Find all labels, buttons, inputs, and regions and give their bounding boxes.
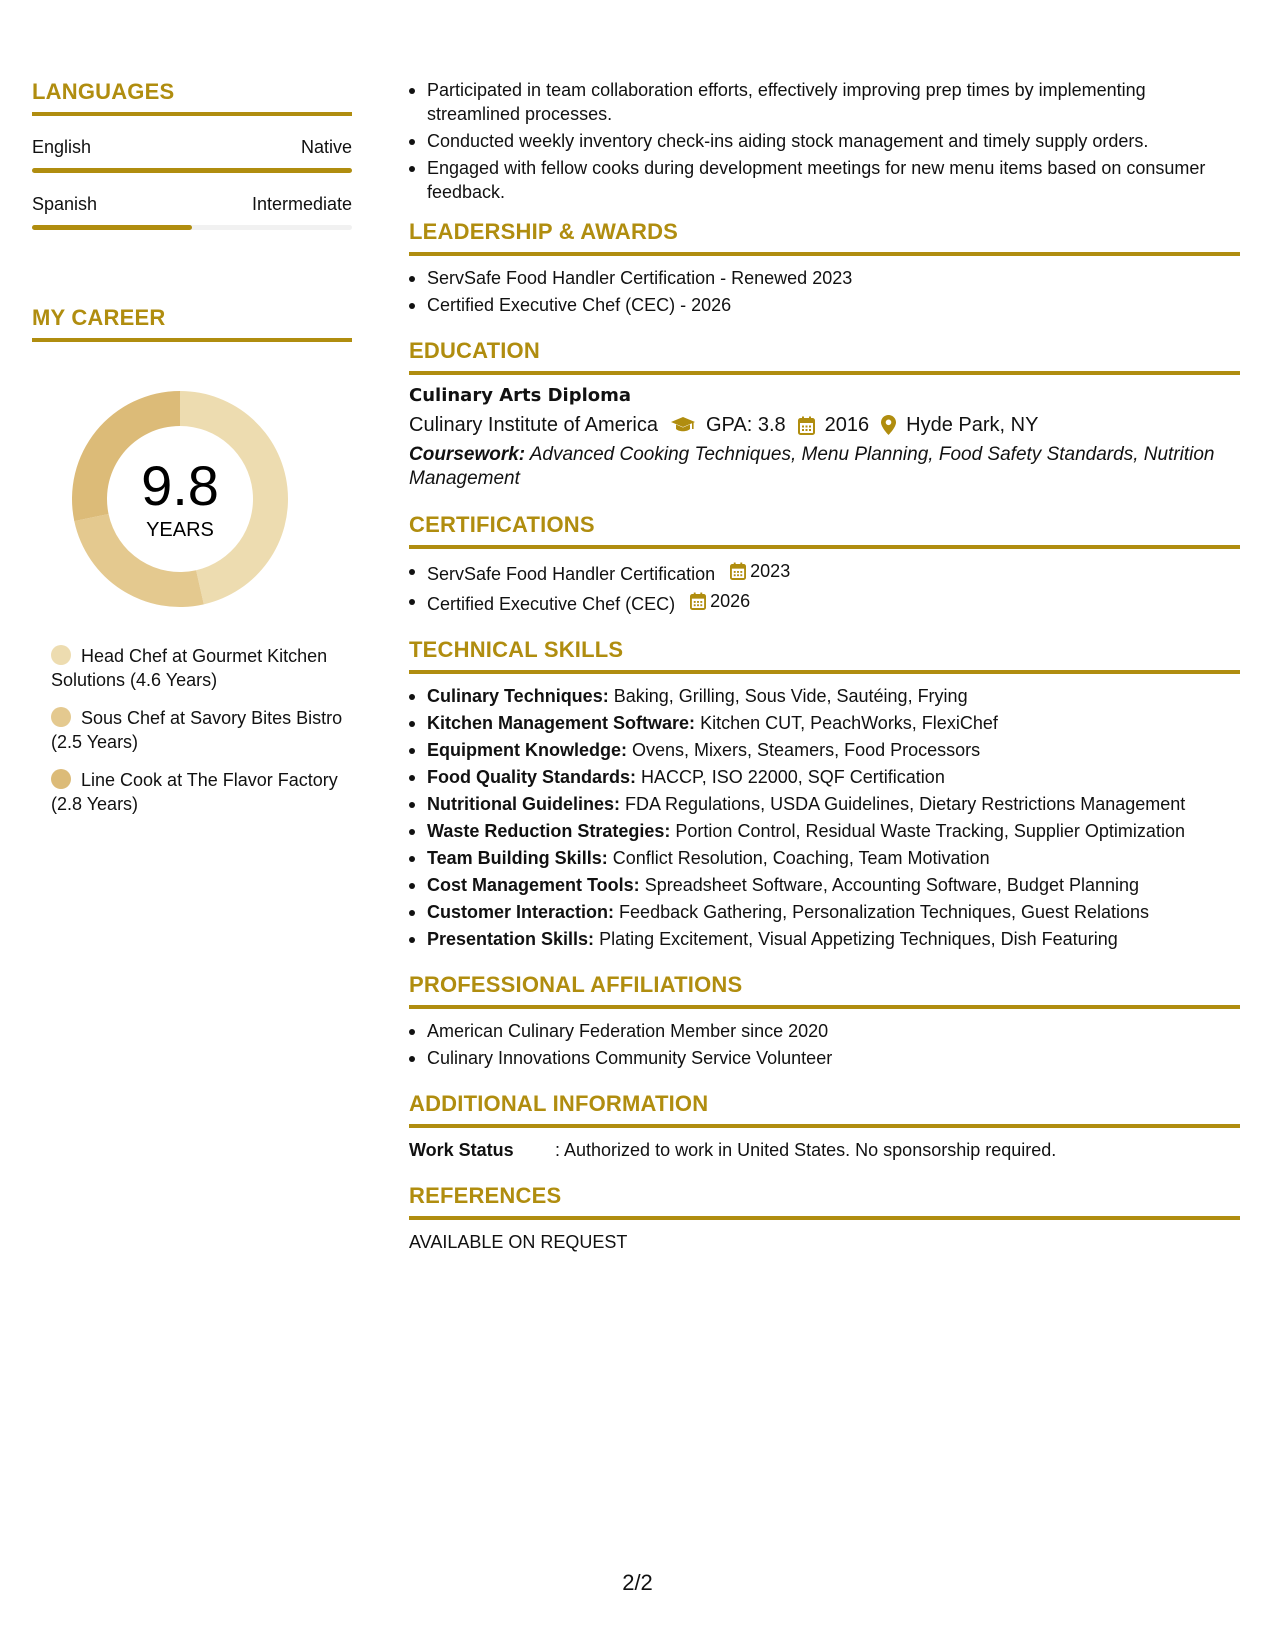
language-level-bar — [32, 168, 352, 173]
references-title: REFERENCES — [409, 1183, 562, 1208]
skill-label: Culinary Techniques: — [427, 686, 609, 706]
certification-item — [409, 589, 1240, 616]
certifications-section — [409, 511, 1240, 616]
career-title: MY CAREER — [32, 305, 166, 330]
calendar-icon — [730, 562, 746, 580]
skill-value: Baking, Grilling, Sous Vide, Sautéing, Frying — [613, 686, 968, 706]
graduation-year: 2016 — [824, 414, 870, 436]
calendar-icon — [690, 592, 706, 610]
certification-item — [409, 559, 1240, 586]
skill-value: Feedback Gathering, Personalization Techniques, Guest Relations — [619, 902, 1150, 922]
education-details — [409, 411, 1240, 439]
legend-dot — [51, 707, 71, 727]
degree-name: Culinary Arts Diploma — [409, 385, 632, 406]
leadership-section — [409, 218, 1240, 317]
skill-value: HACCP, ISO 22000, SQF Certification — [641, 767, 945, 787]
certification-date — [690, 589, 750, 613]
language-level-fill — [32, 225, 192, 230]
skill-item — [409, 738, 1240, 762]
certification-year: 2026 — [710, 591, 751, 611]
references-section — [409, 1182, 1240, 1254]
skill-label: Food Quality Standards: — [427, 767, 637, 787]
skill-value: FDA Regulations, USDA Guidelines, Dietary Restrictions Management — [625, 794, 1186, 814]
language-name: English — [32, 137, 92, 157]
skill-item — [409, 900, 1240, 924]
career-legend-item — [51, 706, 352, 754]
languages-section — [32, 78, 352, 230]
skill-label: Team Building Skills: — [427, 848, 608, 868]
certification-name: ServSafe Food Handler Certification — [427, 564, 716, 584]
section-rule — [32, 338, 352, 342]
location-pin-icon — [881, 415, 896, 435]
career-section — [32, 304, 352, 816]
work-status-row — [409, 1138, 1240, 1162]
skill-label: Waste Reduction Strategies: — [427, 821, 671, 841]
language-level: Intermediate — [251, 194, 352, 214]
skill-label: Kitchen Management Software: — [427, 713, 696, 733]
skill-label: Nutritional Guidelines: — [427, 794, 621, 814]
graduation-cap-icon — [670, 416, 696, 434]
skill-item — [409, 819, 1240, 843]
skill-item — [409, 846, 1240, 870]
education-title: EDUCATION — [409, 338, 540, 363]
school-name: Culinary Institute of America — [409, 414, 658, 436]
affiliations-list — [409, 1019, 1240, 1070]
certifications-title: CERTIFICATIONS — [409, 512, 595, 537]
languages-title: LANGUAGES — [32, 79, 175, 104]
language-level: Native — [300, 137, 352, 157]
career-legend-label: Head Chef at Gourmet Kitchen Solutions (4.6 Years) — [51, 646, 328, 690]
calendar-icon — [798, 416, 815, 435]
leadership-list — [409, 266, 1240, 317]
career-legend-label: Sous Chef at Savory Bites Bistro (2.5 Years) — [51, 708, 343, 752]
work-status-value: : Authorized to work in United States. No sponsorship required. — [555, 1140, 1057, 1160]
skill-value: Kitchen CUT, PeachWorks, FlexiChef — [700, 713, 998, 733]
skill-label: Equipment Knowledge: — [427, 740, 627, 760]
language-level-bar — [32, 225, 352, 230]
section-rule — [409, 371, 1240, 375]
technical-skills-title: TECHNICAL SKILLS — [409, 637, 624, 662]
career-total-years: 9.8 — [141, 454, 219, 517]
coursework — [409, 443, 1240, 491]
gpa: GPA: 3.8 — [706, 414, 786, 436]
language-level-fill — [32, 168, 352, 173]
certification-date — [730, 559, 790, 583]
experience-bullet: Engaged with fellow cooks during development meetings for new menu items based on consumer feedback. — [409, 156, 1240, 204]
certifications-list — [409, 559, 1240, 616]
skill-item — [409, 792, 1240, 816]
skill-item — [409, 684, 1240, 708]
school-location: Hyde Park, NY — [906, 414, 1039, 436]
skill-item — [409, 711, 1240, 735]
skill-value: Conflict Resolution, Coaching, Team Motivation — [612, 848, 990, 868]
legend-dot — [51, 645, 71, 665]
references-text: AVAILABLE ON REQUEST — [409, 1232, 628, 1252]
skill-item — [409, 927, 1240, 951]
career-legend-item — [51, 644, 352, 692]
work-status-label: Work Status — [409, 1140, 514, 1160]
leadership-item: ServSafe Food Handler Certification - Renewed 2023 — [409, 266, 1240, 290]
technical-skills-list — [409, 684, 1240, 951]
section-rule — [409, 670, 1240, 674]
affiliations-title: PROFESSIONAL AFFILIATIONS — [409, 972, 743, 997]
experience-bullet: Participated in team collaboration efforts, effectively improving prep times by implementing streamlined processes. — [409, 78, 1240, 126]
skill-value: Ovens, Mixers, Steamers, Food Processors — [632, 740, 981, 760]
skill-value: Plating Excitement, Visual Appetizing Techniques, Dish Featuring — [599, 929, 1118, 949]
language-item — [32, 136, 352, 173]
career-donut-chart — [65, 384, 295, 614]
section-rule — [409, 1216, 1240, 1220]
left-column — [32, 78, 352, 830]
certification-name: Certified Executive Chef (CEC) — [427, 594, 676, 614]
skill-item — [409, 765, 1240, 789]
coursework-label: Coursework: — [409, 444, 526, 465]
skill-value: Portion Control, Residual Waste Tracking, Supplier Optimization — [675, 821, 1185, 841]
coursework-text: Advanced Cooking Techniques, Menu Planning, Food Safety Standards, Nutrition Management — [409, 444, 1215, 489]
affiliations-section — [409, 971, 1240, 1070]
legend-dot — [51, 769, 71, 789]
section-rule — [409, 545, 1240, 549]
skill-label: Presentation Skills: — [427, 929, 595, 949]
certification-year: 2023 — [750, 561, 791, 581]
affiliation-item: Culinary Innovations Community Service Volunteer — [409, 1046, 1240, 1070]
language-name: Spanish — [32, 194, 98, 214]
skill-label: Customer Interaction: — [427, 902, 615, 922]
additional-info-title: ADDITIONAL INFORMATION — [409, 1091, 709, 1116]
affiliation-item: American Culinary Federation Member since 2020 — [409, 1019, 1240, 1043]
career-total-unit: YEARS — [146, 519, 214, 541]
experience-bullets — [409, 78, 1240, 204]
page-number: 2/2 — [622, 1570, 653, 1595]
section-rule — [409, 1005, 1240, 1009]
leadership-title: LEADERSHIP & AWARDS — [409, 219, 679, 244]
skill-label: Cost Management Tools: — [427, 875, 640, 895]
language-item — [32, 193, 352, 230]
right-column — [409, 78, 1240, 1254]
section-rule — [409, 1124, 1240, 1128]
career-legend-label: Line Cook at The Flavor Factory (2.8 Years) — [51, 770, 338, 814]
skill-value: Spreadsheet Software, Accounting Software, Budget Planning — [644, 875, 1140, 895]
career-legend — [32, 644, 352, 816]
skill-item — [409, 873, 1240, 897]
technical-skills-section — [409, 636, 1240, 951]
section-rule — [32, 112, 352, 116]
experience-bullet: Conducted weekly inventory check-ins aiding stock management and timely supply orders. — [409, 129, 1240, 153]
career-legend-item — [51, 768, 352, 816]
additional-info-section — [409, 1090, 1240, 1162]
section-rule — [409, 252, 1240, 256]
education-section — [409, 337, 1240, 491]
leadership-item: Certified Executive Chef (CEC) - 2026 — [409, 293, 1240, 317]
